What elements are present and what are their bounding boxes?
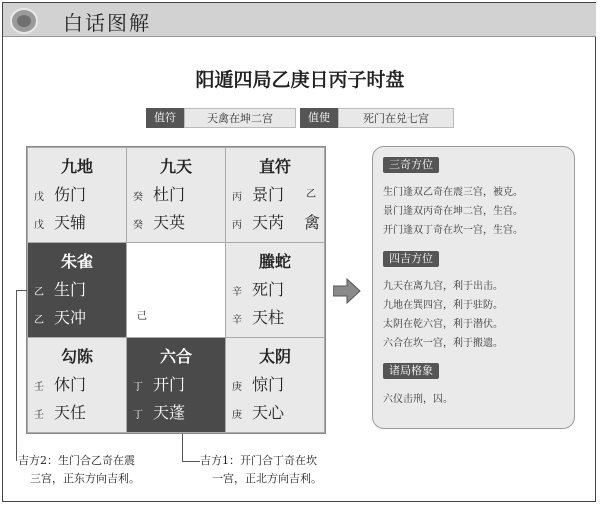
earth-stem: 丁: [133, 410, 143, 421]
door-label: 伤门: [54, 185, 87, 204]
chart-title: 阳遁四局乙庚日丙子时盘: [195, 69, 405, 91]
earth-stem: 丙: [232, 220, 242, 231]
heaven-stem: 丙: [232, 192, 242, 203]
siji-line: 太阴在乾六宫，利于潜伏。: [383, 319, 503, 330]
zhifu-label: 值符: [146, 108, 184, 128]
palace-dui7: [225, 242, 325, 338]
leader-line: [16, 290, 17, 461]
geju-line: 六仪击刑，囚。: [383, 394, 453, 405]
arrow-right-icon: [333, 278, 361, 304]
palace-door: [232, 182, 322, 205]
extra-star: 禽: [304, 213, 321, 232]
extra-stem: 乙: [306, 189, 316, 200]
palace-door: [133, 372, 185, 395]
note-line: 三宫，正东方向吉利。: [30, 472, 140, 485]
siji-line: 六合在坎一宫，利于搬遗。: [383, 338, 503, 349]
heaven-stem: 丁: [133, 382, 143, 393]
door-label: 死门: [252, 280, 285, 299]
star-label: 天心: [252, 403, 285, 422]
door-label: 惊门: [252, 375, 285, 394]
palace-god: 六合: [159, 347, 192, 366]
lucky-note-1: [200, 452, 322, 488]
palace-star: [34, 400, 86, 423]
star-label: 天任: [54, 403, 87, 422]
palace-god: 九天: [159, 157, 192, 176]
siji-line: 九地在巽四宫，利于驻防。: [383, 300, 503, 311]
palace-gen8: [27, 337, 127, 433]
palace-star: [133, 210, 185, 233]
earth-stem: 癸: [133, 220, 143, 231]
palace-god: 勾陈: [60, 347, 93, 366]
palace-kan1: [126, 337, 226, 433]
palace-center5: [126, 242, 226, 338]
palace-door: [34, 372, 86, 395]
earth-stem: 壬: [34, 410, 44, 421]
palace-door: [34, 277, 86, 300]
earth-stem: 庚: [232, 410, 242, 421]
sanqi-title: 三奇方位: [383, 157, 439, 173]
heaven-stem: 辛: [232, 287, 242, 298]
heaven-stem: 庚: [232, 382, 242, 393]
sanqi-line: 开门逢双丁奇在坎一宫，生宫。: [383, 225, 523, 236]
palace-zhen3: [27, 242, 127, 338]
sanqi-line: 生门逢双乙奇在震三宫，被克。: [383, 187, 523, 198]
leader-line: [16, 290, 27, 291]
sanqi-line: 景门逢双丙奇在坤二宫，生宫。: [383, 206, 523, 217]
palace-god: 九地: [60, 157, 93, 176]
center-stem: 己: [137, 311, 147, 322]
star-label: 天蓬: [153, 403, 186, 422]
geju-title: 诸局格象: [383, 363, 439, 379]
palace-star: [232, 210, 322, 233]
leader-line: [182, 434, 183, 461]
star-label: 天冲: [54, 308, 87, 327]
siji-title: 四吉方位: [383, 251, 439, 267]
star-label: 天辅: [54, 213, 87, 232]
zhifu-value: 天禽在坤二宫: [184, 108, 296, 128]
palace-qian6: [225, 337, 325, 433]
palace-grid: [26, 146, 326, 434]
earth-stem: 戊: [34, 220, 44, 231]
palace-god: 螣蛇: [258, 252, 291, 271]
leader-line: [182, 461, 200, 462]
palace-kun2: [225, 147, 325, 243]
note-line: 一宫，正北方向吉利。: [212, 472, 322, 485]
door-label: 休门: [54, 375, 87, 394]
palace-door: [34, 182, 86, 205]
palace-door: [232, 277, 284, 300]
palace-star: [34, 210, 86, 233]
door-label: 杜门: [153, 185, 186, 204]
heaven-stem: 戊: [34, 192, 44, 203]
palace-star: [232, 400, 284, 423]
banner-title: 白话图解: [63, 11, 151, 35]
palace-god: 朱雀: [60, 252, 93, 271]
siji-line: 九天在离九宫，利于出击。: [383, 281, 503, 292]
star-label: 天柱: [252, 308, 285, 327]
door-label: 景门: [252, 185, 285, 204]
heaven-stem: 癸: [133, 192, 143, 203]
palace-star: [232, 305, 284, 328]
door-label: 生门: [54, 280, 87, 299]
earth-stem: 乙: [34, 315, 44, 326]
note-line: 吉方2：生门合乙奇在震: [18, 454, 135, 467]
zhishi-label: 值使: [300, 108, 338, 128]
heaven-stem: 壬: [34, 382, 44, 393]
lucky-note-2: [18, 452, 140, 488]
palace-door: [232, 372, 284, 395]
star-label: 天芮: [252, 213, 285, 232]
palace-door: [133, 182, 185, 205]
earth-stem: 辛: [232, 315, 242, 326]
section-banner: [3, 3, 596, 37]
palace-star: [133, 400, 185, 423]
star-label: 天英: [153, 213, 186, 232]
zhishi-value: 死门在兑七宫: [338, 108, 454, 128]
door-label: 开门: [153, 375, 186, 394]
palace-li9: [126, 147, 226, 243]
logo-icon: [10, 8, 38, 34]
palace-god: 直符: [258, 157, 291, 176]
palace-xun4: [27, 147, 127, 243]
note-line: 吉方1：开门合丁奇在坎: [200, 454, 317, 467]
analysis-panel: [372, 146, 575, 429]
heaven-stem: 乙: [34, 287, 44, 298]
palace-god: 太阴: [258, 347, 291, 366]
palace-star: [34, 305, 86, 328]
